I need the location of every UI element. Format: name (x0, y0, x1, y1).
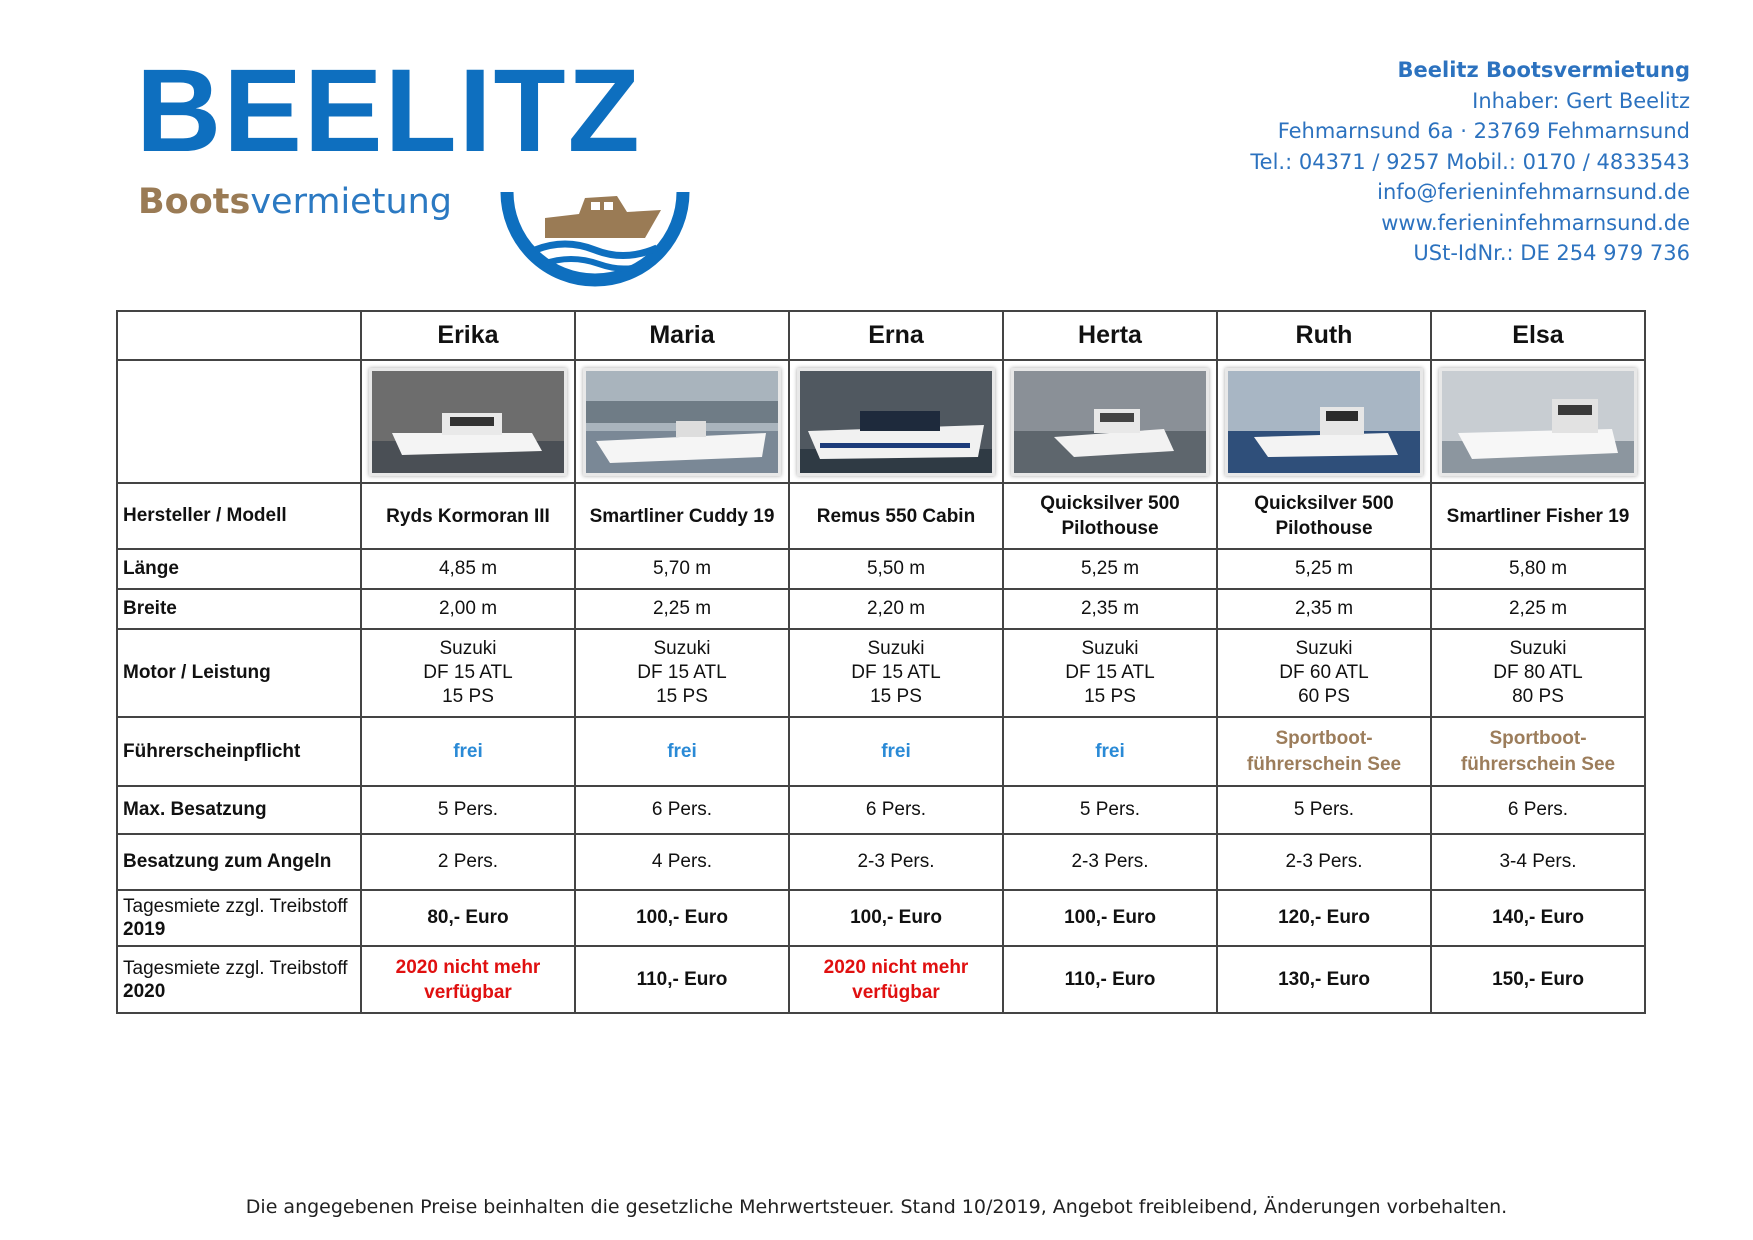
boat-comparison-table (116, 310, 1646, 1014)
cell-license: frei (789, 717, 1003, 786)
boat-photo-erna (797, 368, 995, 476)
cell-max-crew: 6 Pers. (789, 786, 1003, 834)
boat-photo-ruth (1225, 368, 1423, 476)
phone: Tel.: 04371 / 9257 Mobil.: 0170 / 4833543 (1250, 149, 1690, 174)
label-rent-text: Tagesmiete zzgl. Treibstoff (123, 896, 348, 917)
cell-width: 2,25 m (1431, 589, 1645, 629)
cell-max-crew: 5 Pers. (361, 786, 575, 834)
cell-rent-2019: 80,- Euro (361, 890, 575, 946)
cell-rent-2020: 130,- Euro (1217, 946, 1431, 1013)
photo-cell (1431, 360, 1645, 483)
motor-power: 15 PS (870, 686, 922, 707)
footer-note: Die angegebenen Preise beinhalten die gesetzliche Mehrwertsteuer. Stand 10/2019, Angebot freibleibend, Änderungen vorbehalten. (245, 1196, 1508, 1218)
cell-model: Quicksilver 500 Pilothouse (1217, 483, 1431, 549)
photo-empty-cell (117, 360, 361, 483)
motor-brand: Suzuki (439, 638, 497, 659)
cell-max-crew: 5 Pers. (1217, 786, 1431, 834)
email-link[interactable]: info@ferieninfehmarnsund.de (1377, 180, 1690, 204)
row-license (117, 717, 1645, 786)
cell-model: Quicksilver 500 Pilothouse (1003, 483, 1217, 549)
contact-block (1250, 55, 1690, 269)
boat-name-elsa: Elsa (1431, 311, 1645, 360)
cell-motor (1003, 629, 1217, 717)
motor-type: DF 15 ATL (851, 662, 941, 683)
boat-photo-herta (1011, 368, 1209, 476)
motor-brand: Suzuki (653, 638, 711, 659)
cell-crew-fishing: 2-3 Pers. (1003, 834, 1217, 890)
cell-motor (789, 629, 1003, 717)
cell-rent-2019: 100,- Euro (1003, 890, 1217, 946)
row-max-crew (117, 786, 1645, 834)
cell-motor (1217, 629, 1431, 717)
logo-title: BEELITZ (136, 45, 642, 177)
row-length (117, 549, 1645, 589)
owner: Inhaber: Gert Beelitz (1472, 88, 1690, 113)
motor-brand: Suzuki (867, 638, 925, 659)
motor-power: 15 PS (1084, 686, 1136, 707)
cell-crew-fishing: 3-4 Pers. (1431, 834, 1645, 890)
cell-width: 2,00 m (361, 589, 575, 629)
cell-length: 5,70 m (575, 549, 789, 589)
cell-crew-fishing: 2-3 Pers. (1217, 834, 1431, 890)
cell-length: 4,85 m (361, 549, 575, 589)
cell-motor (575, 629, 789, 717)
cell-rent-2020: 110,- Euro (575, 946, 789, 1013)
cell-license: frei (1003, 717, 1217, 786)
label-rent-year: 2020 (123, 980, 166, 1002)
cell-license: frei (575, 717, 789, 786)
label-license: Führerscheinpflicht (117, 717, 361, 786)
motor-type: DF 15 ATL (1065, 662, 1155, 683)
boat-name-herta: Herta (1003, 311, 1217, 360)
label-rent-2020 (117, 946, 361, 1013)
label-rent-text: Tagesmiete zzgl. Treibstoff (123, 957, 348, 979)
cell-model: Ryds Kormoran III (361, 483, 575, 549)
cell-max-crew: 5 Pers. (1003, 786, 1217, 834)
row-rent-2020 (117, 946, 1645, 1013)
cell-max-crew: 6 Pers. (575, 786, 789, 834)
boat-name-maria: Maria (575, 311, 789, 360)
cell-rent-2020: 150,- Euro (1431, 946, 1645, 1013)
label-length: Länge (117, 549, 361, 589)
boat-photo-erika (369, 368, 567, 476)
photo-cell (1003, 360, 1217, 483)
motor-power: 15 PS (442, 686, 494, 707)
company-name: Beelitz Bootsvermietung (1397, 58, 1690, 82)
website-link[interactable]: www.ferieninfehmarnsund.de (1381, 210, 1690, 235)
cell-width: 2,35 m (1217, 589, 1431, 629)
cell-crew-fishing: 2-3 Pers. (789, 834, 1003, 890)
motor-brand: Suzuki (1081, 638, 1139, 659)
cell-rent-2020: 110,- Euro (1003, 946, 1217, 1013)
label-model: Hersteller / Modell (117, 483, 361, 549)
cell-license: Sportboot-führerschein See (1217, 717, 1431, 786)
cell-rent-2019: 140,- Euro (1431, 890, 1645, 946)
logo-subtitle-rest: vermietung (250, 182, 453, 222)
label-rent-year: 2019 (123, 919, 166, 940)
cell-width: 2,35 m (1003, 589, 1217, 629)
cell-length: 5,25 m (1003, 549, 1217, 589)
cell-length: 5,25 m (1217, 549, 1431, 589)
photo-cell (1217, 360, 1431, 483)
row-model (117, 483, 1645, 549)
label-max-crew: Max. Besatzung (117, 786, 361, 834)
row-width (117, 589, 1645, 629)
cell-width: 2,25 m (575, 589, 789, 629)
cell-rent-2019: 100,- Euro (789, 890, 1003, 946)
motor-power: 15 PS (656, 686, 708, 707)
label-rent-2019 (117, 890, 361, 946)
motor-type: DF 15 ATL (637, 662, 727, 683)
boat-photo-maria (583, 368, 781, 476)
cell-crew-fishing: 4 Pers. (575, 834, 789, 890)
motor-brand: Suzuki (1509, 638, 1567, 659)
motor-brand: Suzuki (1295, 638, 1353, 659)
vat-id: USt-IdNr.: DE 254 979 736 (1413, 241, 1690, 265)
cell-motor (1431, 629, 1645, 717)
header-row (117, 311, 1645, 360)
cell-rent-2019: 100,- Euro (575, 890, 789, 946)
cell-crew-fishing: 2 Pers. (361, 834, 575, 890)
motor-power: 80 PS (1512, 686, 1564, 707)
company-logo (130, 45, 730, 287)
cell-license: frei (361, 717, 575, 786)
logo-subtitle-bold: Boots (138, 182, 251, 222)
label-width: Breite (117, 589, 361, 629)
cell-motor (361, 629, 575, 717)
boat-name-erna: Erna (789, 311, 1003, 360)
row-rent-2019 (117, 890, 1645, 946)
label-crew-fishing: Besatzung zum Angeln (117, 834, 361, 890)
boat-name-ruth: Ruth (1217, 311, 1431, 360)
cell-max-crew: 6 Pers. (1431, 786, 1645, 834)
motor-type: DF 60 ATL (1279, 662, 1369, 683)
cell-model: Smartliner Fisher 19 (1431, 483, 1645, 549)
motor-type: DF 15 ATL (423, 662, 513, 683)
boat-name-erika: Erika (361, 311, 575, 360)
photo-cell (789, 360, 1003, 483)
label-motor: Motor / Leistung (117, 629, 361, 717)
row-motor (117, 629, 1645, 717)
cell-rent-2020: 2020 nicht mehr verfügbar (789, 946, 1003, 1013)
header-empty-cell (117, 311, 361, 360)
cell-model: Smartliner Cuddy 19 (575, 483, 789, 549)
cell-model: Remus 550 Cabin (789, 483, 1003, 549)
cell-rent-2019: 120,- Euro (1217, 890, 1431, 946)
row-crew-fishing (117, 834, 1645, 890)
cell-length: 5,80 m (1431, 549, 1645, 589)
boat-emblem-icon (495, 152, 695, 332)
photo-cell (575, 360, 789, 483)
motor-type: DF 80 ATL (1493, 662, 1583, 683)
photo-cell (361, 360, 575, 483)
cell-license: Sportboot-führerschein See (1431, 717, 1645, 786)
address: Fehmarnsund 6a · 23769 Fehmarnsund (1277, 119, 1690, 143)
cell-width: 2,20 m (789, 589, 1003, 629)
photo-row (117, 360, 1645, 483)
logo-subtitle (138, 182, 452, 222)
cell-length: 5,50 m (789, 549, 1003, 589)
motor-power: 60 PS (1298, 686, 1350, 707)
boat-photo-elsa (1439, 368, 1637, 476)
cell-rent-2020: 2020 nicht mehr verfügbar (361, 946, 575, 1013)
